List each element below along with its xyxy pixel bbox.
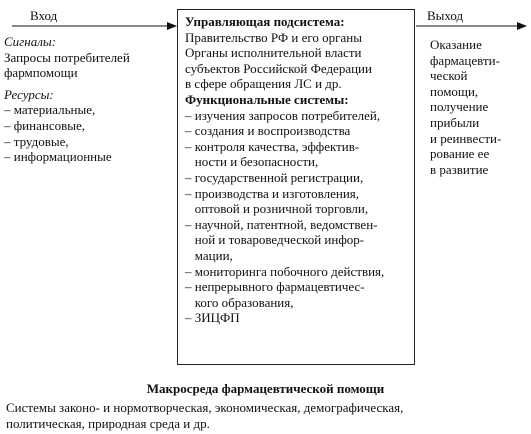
functional-item: кого образования, (185, 294, 294, 310)
output-label: Выход (427, 8, 464, 23)
functional-systems-heading: Функциональные системы: (185, 91, 349, 107)
input-label: Вход (30, 8, 58, 23)
functional-item: – непрерывного фармацевтичес- (185, 279, 365, 295)
input-block (4, 34, 130, 165)
resources-heading: Ресурсы: (4, 86, 54, 102)
functional-item: – контроля качества, эффектив- (185, 138, 360, 154)
functional-item: оптовой и розничной торговли, (185, 201, 369, 217)
output-line: Оказание (430, 37, 482, 52)
output-block (430, 37, 501, 177)
control-subsystem-box (177, 9, 415, 365)
output-line: прибыли (430, 114, 480, 130)
control-line: Органы исполнительной власти (185, 45, 362, 61)
functional-item: – изучения запросов потребителей, (185, 107, 381, 123)
control-line: в сфере обращения ЛС и др. (185, 76, 342, 92)
control-line: субъектов Российской Федерации (185, 60, 372, 76)
signals-heading: Сигналы: (4, 34, 56, 49)
signals-line: Запросы потребителей (4, 49, 130, 65)
output-line: получение (430, 99, 489, 115)
functional-item: – научной, патентной, ведомствен- (185, 216, 378, 232)
macro-environment-text (6, 400, 404, 432)
functional-item: ной и товароведческой инфор- (185, 232, 365, 248)
macro-text-line: политическая, природная среда и др. (6, 416, 210, 431)
functional-item: ности и безопасности, (185, 154, 319, 170)
functional-item: – производства и изготовления, (185, 185, 360, 201)
control-line: Правительство РФ и его органы (185, 29, 362, 45)
functional-item: мации, (185, 247, 233, 263)
resource-item: – трудовые, (4, 133, 69, 149)
output-line: в развитие (430, 161, 489, 177)
resource-item: – финансовые, (4, 117, 85, 133)
macro-environment-title: Макросреда фармацевтической помощи (146, 381, 385, 396)
output-line: помощи, (430, 83, 479, 99)
signals-line: фармпомощи (4, 65, 78, 81)
output-line: и реинвести- (430, 130, 502, 146)
resource-item: – информационные (4, 149, 112, 165)
functional-item: – государственной регистрации, (185, 169, 364, 185)
resource-item: – материальные, (4, 102, 96, 118)
output-line: ческой (430, 68, 468, 84)
functional-item: – создания и воспроизводства (185, 123, 351, 139)
output-line: рование ее (430, 146, 490, 162)
control-subsystem-heading: Управляющая подсистема: (185, 14, 345, 29)
functional-item: – мониторинга побочного действия, (185, 263, 385, 279)
output-line: фармацевти- (430, 52, 500, 68)
macro-text-line: Системы законо- и нормотворческая, экономическая, демографическая, (6, 400, 404, 415)
functional-item: – ЗИЦФП (185, 310, 240, 326)
